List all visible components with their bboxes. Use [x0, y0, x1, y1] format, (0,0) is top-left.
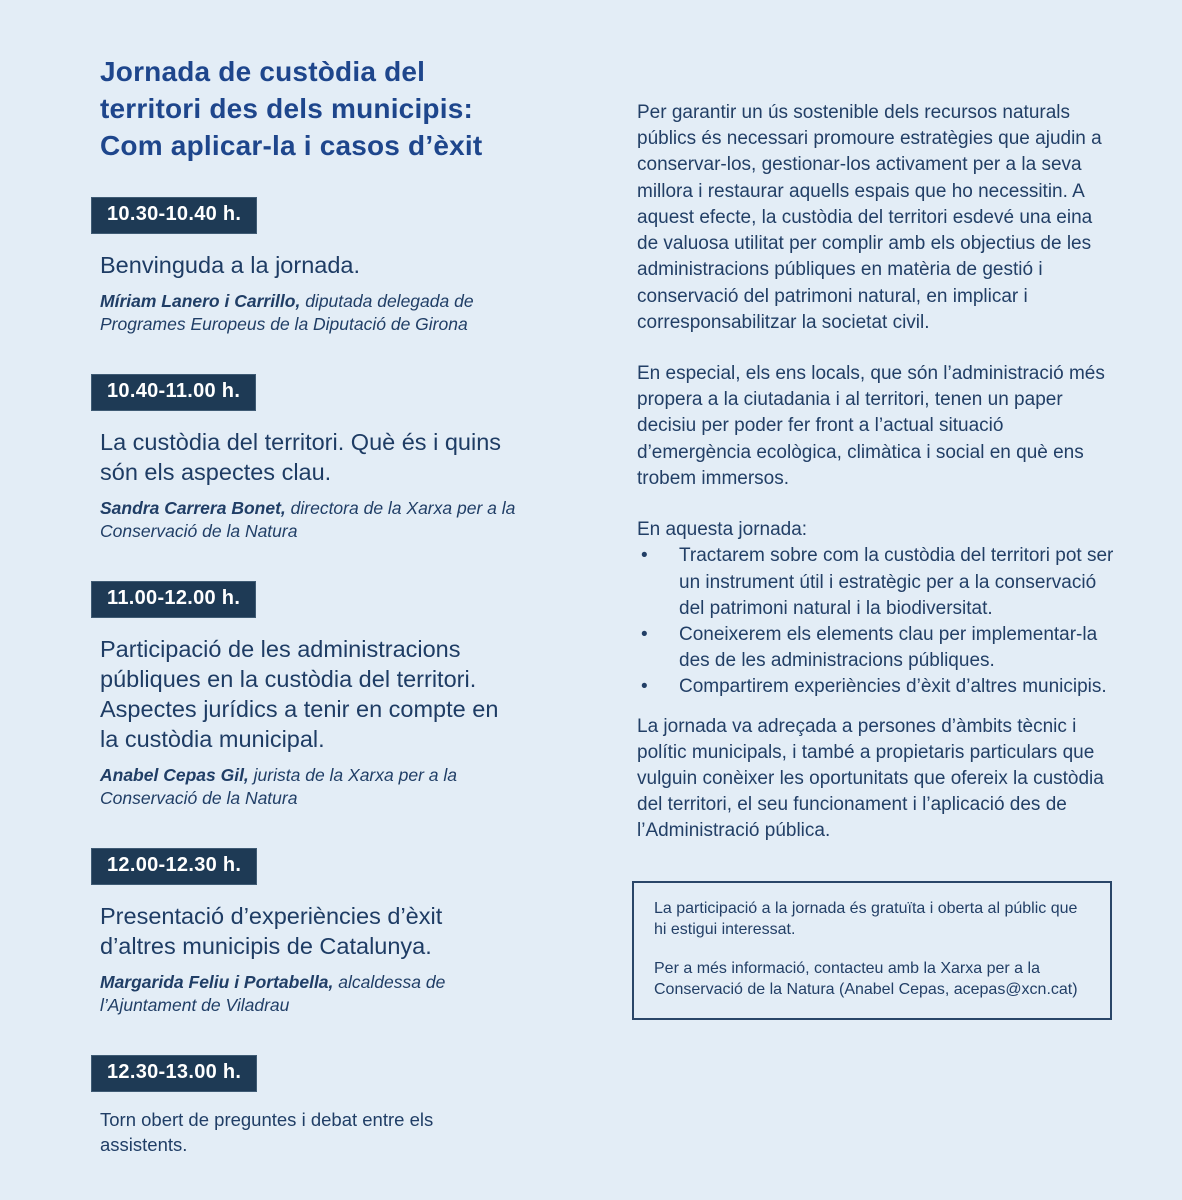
speaker-role: alcaldessa de l’Ajuntament de Viladrau [100, 971, 446, 1016]
bullet-item [637, 674, 1115, 700]
schedule-item [100, 374, 518, 543]
speaker-line [100, 971, 518, 1018]
bullet-item [637, 622, 1115, 674]
bullet-text: Compartirem experiències d’èxit d’altres municipis. [679, 676, 1107, 698]
closing-paragraph: La jornada va adreçada a persones d’àmbits tècnic i polític municipals, i també a propietaris particulars que vulguin conèixer les oportunitats que ofereix la custòdia del territori, el seu funcionament i l’aplicació des de l’Administració pública. [637, 715, 1104, 842]
page-title-line-2: territori des dels municipis: [100, 93, 473, 125]
info-box [632, 881, 1112, 1020]
speaker-name: Anabel Cepas Gil, [100, 764, 249, 785]
schedule-item [100, 581, 518, 810]
time-badge: 12.30-13.00 h. [91, 1055, 257, 1092]
schedule-item [100, 197, 518, 336]
time-badge: 10.30-10.40 h. [91, 197, 257, 234]
session-title: Presentació d’experiències d’èxit d’altres municipis de Catalunya. [100, 903, 443, 960]
bullet-icon: • [641, 623, 648, 645]
speaker-line [100, 497, 518, 544]
intro-paragraph-2: En especial, els ens locals, que són l’administració més propera a la ciutadania i al territori, tenen un paper decisiu per poder fer front a l’actual situació d’emergència ecològica, climàtica i social en què ens trobem immersos. [637, 362, 1105, 489]
speaker-role: directora de la Xarxa per a la Conservació de la Natura [100, 497, 516, 542]
schedule-item [100, 848, 518, 1017]
page-title [100, 53, 518, 165]
schedule-item [100, 1055, 518, 1157]
agenda-bullet-list [637, 543, 1115, 700]
speaker-name: Sandra Carrera Bonet, [100, 497, 286, 518]
speaker-line [100, 290, 518, 337]
description-column [637, 100, 1115, 1020]
session-note: Torn obert de preguntes i debat entre els assistents. [100, 1109, 434, 1155]
time-badge: 11.00-12.00 h. [91, 581, 256, 618]
speaker-role: diputada delegada de Programes Europeus de la Diputació de Girona [100, 290, 474, 334]
time-badge: 10.40-11.00 h. [91, 374, 256, 411]
bullet-icon: • [641, 676, 648, 698]
session-title: La custòdia del territori. Què és i quins són els aspectes clau. [100, 429, 502, 485]
bullet-text: Tractarem sobre com la custòdia del territori pot ser un instrument útil i estratègic per a la conservació del patrimoni natural i la biodiversitat. [679, 545, 1114, 619]
agenda-heading: En aquesta jornada: [637, 519, 808, 541]
info-box-line-1: La participació a la jornada és gratuïta i oberta al públic que hi estigui interessat. [654, 899, 1078, 939]
intro-paragraph-1: Per garantir un ús sostenible dels recursos naturals públics és necessari promoure estratègies que ajudin a conservar-los, gestionar-los activament per a la seva millora i restaurar aquells espais que ho necessitin. A aquest efecte, la custòdia del territori esdevé una eina de valuosa utilitat per complir amb els objectius de les administracions públiques en matèria de gestió i conservació del patrimoni natural, en implicar i corresponsabilitzar la societat civil. [637, 102, 1102, 333]
bullet-item [637, 543, 1115, 622]
page-title-line-1: Jornada de custòdia del [100, 56, 426, 87]
speaker-name: Margarida Feliu i Portabella, [100, 971, 334, 992]
session-title: Benvinguda a la jornada. [100, 251, 361, 278]
page-title-line-3: Com aplicar-la i casos d’èxit [100, 130, 483, 162]
schedule-list [100, 197, 518, 1158]
time-badge: 12.00-12.30 h. [91, 848, 257, 885]
session-title: Participació de les administracions públiques en la custòdia del territori. Aspectes jurídics a tenir en compte en la custòdia municipal. [100, 636, 499, 752]
bullet-text: Coneixerem els elements clau per implementar-la des de les administracions públiques. [679, 623, 1098, 672]
info-box-line-2: Per a més informació, contacteu amb la Xarxa per a la Conservació de la Natura (Anabel Cepas, acepas@xcn.cat) [654, 959, 1078, 999]
programme-column [100, 53, 518, 1157]
bullet-icon: • [641, 545, 648, 567]
speaker-line [100, 764, 518, 811]
speaker-role: jurista de la Xarxa per a la Conservació de la Natura [100, 764, 457, 808]
speaker-name: Míriam Lanero i Carrillo, [100, 290, 301, 311]
